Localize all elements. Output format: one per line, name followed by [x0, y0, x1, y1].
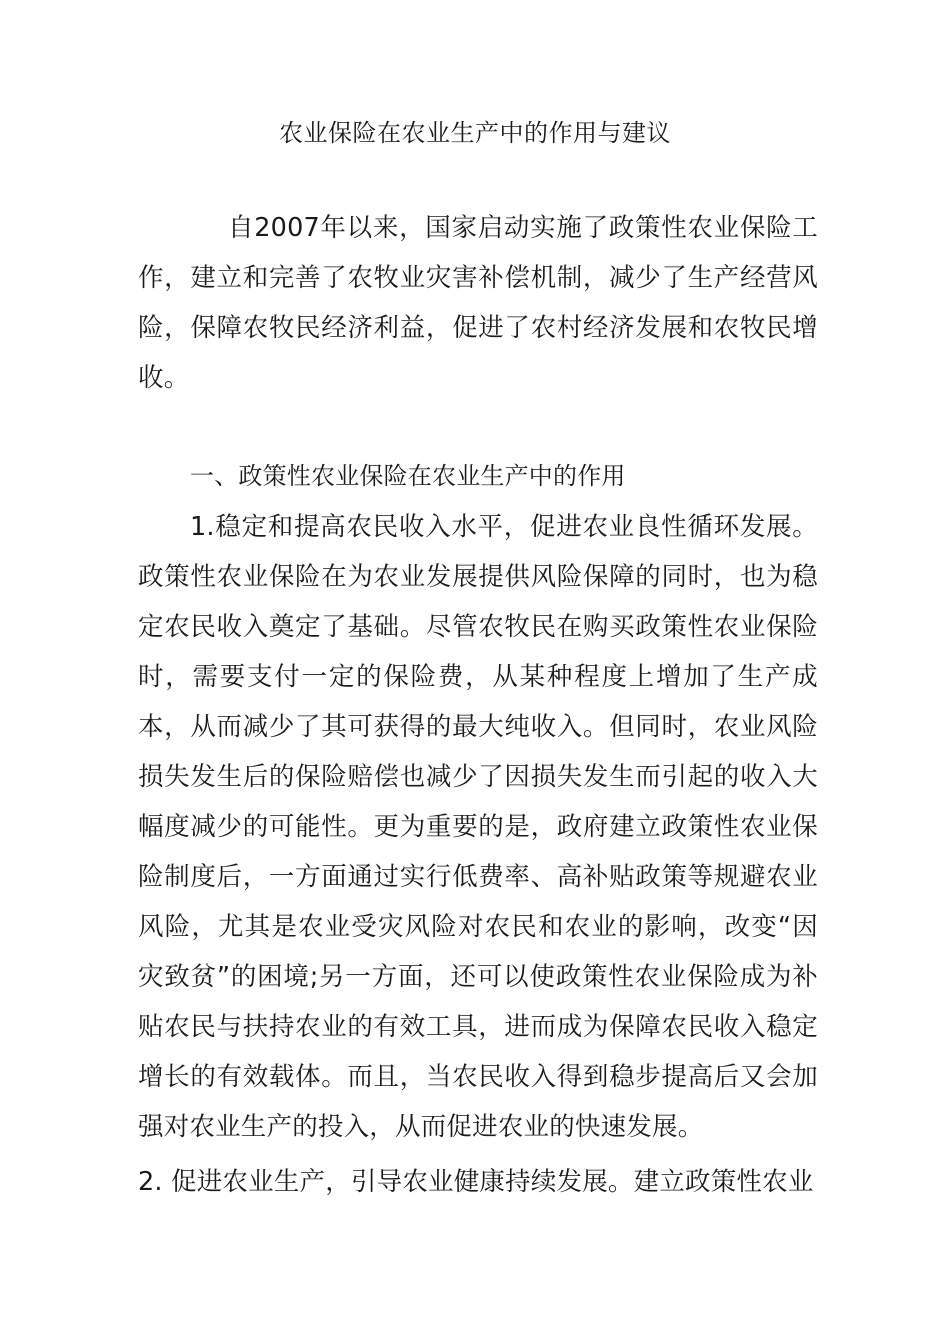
item-1-paragraph: 1.稳定和提高农民收入水平，促进农业良性循环发展。政策性农业保险在为农业发展提供风险保障的同时，也为稳定农民收入奠定了基础。尽管农牧民在购买政策性农业保险时，需要支付一定的保险费，从某种程度上增加了生产成本，从而减少了其可获得的最大纯收入。但同时，农业风险损失发生后的保险赔偿也减少了因损失发生而引起的收入大幅度减少的可能性。更为重要的是，政府建立政策性农业保险制度后，一方面通过实行低费率、高补贴政策等规避农业风险，尤其是农业受灾风险对农民和农业的影响，改变“因灾致贫”的困境;另一方面，还可以使政策性农业保险成为补贴农民与扶持农业的有效工具，进而成为保障农民收入稳定增长的有效载体。而且，当农民收入得到稳步提高后又会加强对农业生产的投入，从而促进农业的快速发展。	[138, 512, 818, 1142]
item-2-paragraph: 2. 促进农业生产，引导农业健康持续发展。建立政策性农业	[138, 1167, 814, 1197]
section-heading: 一、政策性农业保险在农业生产中的作用	[190, 462, 626, 490]
document-title: 农业保险在农业生产中的作用与建议	[279, 119, 671, 147]
intro-paragraph: 自2007年以来，国家启动实施了政策性农业保险工作，建立和完善了农牧业灾害补偿机制，减少了生产经营风险，保障农牧民经济利益，促进了农村经济发展和农牧民增收。	[138, 213, 818, 393]
